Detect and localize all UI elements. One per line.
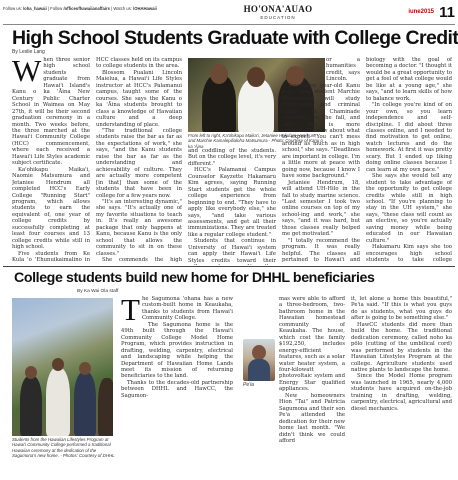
header-rule xyxy=(3,24,455,25)
photo-caption-2: Students from the Hawaiian Lifestyles Program at Hawai'i Community College performed a traditional Hawaiian ceremony at the dedication of the Sagumona's new home. - Photos: Courtesy of DHHL xyxy=(12,437,115,458)
photo-caption: From left to right, Ka'ohikapu Maika'i, Jetaniee Hokulani Hendrum, and Marchie Kamalepilialoha Matsumura - Photo: Courtesy of Kanu o ka 'Āina xyxy=(188,133,323,149)
dedication-photo xyxy=(12,298,113,436)
page-number: 11 xyxy=(439,4,455,21)
social-follow-line: Follow us: /oha_hawaii | Follow /officeofhawaiianaffairs | Watch us: /OHAHawaii xyxy=(3,6,157,11)
article-column-1: When three senior high school students graduate from Hawai'i Island's Kanu o ka 'Āina New Century Public Charter School in Waimea on May 27th, it will be their second graduation ceremony in a month. Two weeks before, the three marched at the Hawai'i Community College (HCC) commencement, where each received a Hawai'i Life Styles academic subject certificate. Ka'ohikapu Maika'i, Naomie Matsumura and Jetaniee Hendrum all completed HCC's Early College "Running Start" program, which allows students to earn the equivalent of, one year of college credits by successfully completing at least four courses and 13 college credits while still in high school. Five students from Ke Kula 'o 'Ehunuikaimalino in xyxy=(12,57,90,264)
issue-date: iune2015 xyxy=(408,9,434,15)
page-header xyxy=(0,0,458,26)
article-headline: High School Students Graduate with College Credit xyxy=(12,27,458,49)
inset-caption: Pe'ia xyxy=(243,382,254,388)
portrait-inset-photo xyxy=(243,339,275,381)
section-divider xyxy=(3,266,455,267)
article-headline-2: College students build new home for DHHL beneficiaries xyxy=(14,270,375,286)
facebook-handle[interactable]: /oha_hawaii xyxy=(23,6,47,11)
section-brand: HO'ONA'AUAO xyxy=(243,4,313,14)
twitter-handle[interactable]: /officeofhawaiianaffairs xyxy=(63,6,110,11)
article-byline: By Leslie Lang xyxy=(12,49,45,55)
article-2-column-3: it, let alone a home this beautiful," Pe'ia said. "If this is what you guys do as students, what you guys do after is going to be something else." HawCC students did more than build the home. The traditional dedication ceremony, called noho ka pōlo (cutting of the umbilical cord) was performed by students in the Hawaiian Lifestyles Program at the college. Agriculture students used native plants to landscape the home. Since the Model Home program was launched in 1965, nearly 4,000 students have acquired on-the-job training in drafting, welding, carpentry, electrical, agricultural and diesel mechanics. xyxy=(351,296,452,412)
article-column-2: HCC classes held on its campus to college students in the area. Blossom Pualani Lincoln Maielua, a Hawai'i Life Styles instructor at HCC's Palamanui campus, taught some of the courses. She says the Kanu o ka 'Āina students brought to class a knowledge of Hawaiian culture and a deep understanding of place. "The traditional college students raise the bar as far as the expectations of work," she says, "and the Kanu students raise the bar as far as the understanding and achievability of culture. They are actually more competent [in that] than some of the students that have been in college for a few years now. "It's an interesting dynamic," she says. "It's actually one of my favorite situations to teach in. It's really an awesome package that only happens at Kanu, because Kanu is the only school that allows the community to sit in on these classes." She commends the high xyxy=(96,57,182,264)
article-2-column-1: The Sagumona 'ohana has a new custom-built home in Keaukaha, thanks to students from Hawai'i Community College. The Sagumona home is the 49th built through the Hawai'i Community College Model Home Program, which provides instruction in drafting, welding, carpentry, electrical and landscaping while helping the Department of Hawaiian Home Lands meet its mission of returning beneficiaries to the land. Thanks to the decades-old partnership between DHHL and HawCC, the Sagumon- xyxy=(121,296,233,399)
article-column-3: and coddling of the students. But on the college level, it's very different." HCC's Palamanui Campus Counselor Kayzette Hakamaru Kim agrees, saying Running Start students get the whole college experience from beginning to end. "They have to apply like everybody else," she says, "and take various assessments, and get all their immunizations. They are treated like a regular college student." Students that continue in University of Hawai'i system can apply their Hawai'i Life Styles credits toward their xyxy=(188,148,276,264)
drop-cap: W xyxy=(12,57,42,88)
section-label: EDUCATION xyxy=(260,15,296,20)
article-2-column-2-wrap xyxy=(243,390,275,472)
article-byline-2: By Ka Wai Ola staff xyxy=(77,289,119,294)
drop-cap-2: T xyxy=(121,296,140,327)
article-column-4: or a humanities credit, says Lincoln. Seventeen year-old Kanu o ka 'Āina student Marchie Matsumura will study criminology and criminal justice at Chaminade University in the fall, and says she is more comfortable now about what to expect. "You can't mess around as much as in high school," she says. "Deadlines are important in college. I'm a little more at peace with going now, because I know I have some background." Jetaniee Hendrum, 18, will attend UH-Hilo in the fall to study marine science. "Last semester I took two online courses on top of my school-ing and work," she says, "and it was hard, but those classes really helped me get motivated." "I totally recommend the program. It was really helpful. The classes all pertained to Hawai'i and xyxy=(282,57,360,264)
article-2-column-2: mas were able to afford a three-bedroom, two-bathroom home in the Hawaiian homestead community of Keaukaha. The house, which cost the family $192,250, includes energy-efficient features, such as a solar water heater system, a four-kilowatt photovoltaic system and Energy Star qualified appliances. New homeowners Hion "Tai" and Patricia Sagumona and their son Pe'a attended the dedication for their new home last month. "We didn't think we could afford xyxy=(279,296,345,444)
youtube-handle[interactable]: /OHAHawaii xyxy=(133,6,157,11)
article-column-5: biology with the goal of becoming a doctor. "I thought it would be a great opportunity to get a feel of what college would be like at a young age," she says, "and to learn skills of how to balance work. "In college you're kind of on your own, so you learn independence and self-discipline. I did about three classes online, and I needed to find motivation to get online, watch lectures and do the homework. At first it was pretty scary. But I ended up liking doing online classes because I can learn at my own pace." She says she would tell any student to take advantage of the opportunity to get college credits while still in high school. "If you're planning to stay in the UH system," she says, "these class will count as an elective, so you're actually saving money while being educated in our Hawaiian culture." Hakamaru Kim says she too encourages high school students to take college xyxy=(366,57,452,264)
